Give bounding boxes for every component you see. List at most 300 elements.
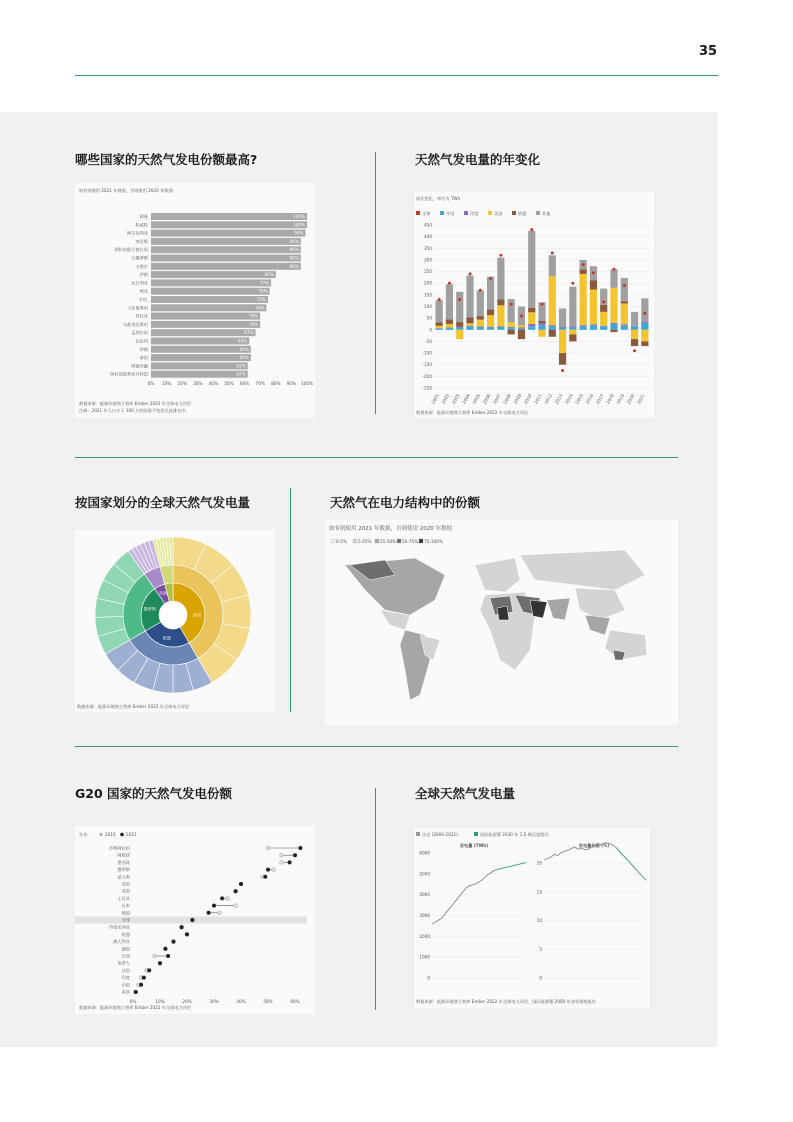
title-global-generation: 全球天然气发电量 bbox=[415, 786, 516, 801]
bar-segment bbox=[436, 322, 443, 325]
iea-line bbox=[498, 863, 526, 870]
row-country-label: 英国 bbox=[121, 888, 130, 894]
iea-share-line bbox=[615, 847, 646, 880]
title-by-country: 按国家划分的全球天然气发电量 bbox=[75, 495, 251, 510]
chart-source: 数据来源：能源环境独立智库 Ember 2022 年全球电力评论 bbox=[79, 1005, 192, 1010]
bar-segment bbox=[569, 330, 576, 335]
bar-segment bbox=[590, 324, 597, 325]
history-line bbox=[432, 869, 498, 924]
bar-country-label: 埃及 bbox=[139, 288, 148, 294]
legend-swatch bbox=[488, 211, 492, 215]
total-point bbox=[592, 271, 595, 274]
bar-segment bbox=[528, 324, 535, 326]
total-point bbox=[643, 312, 646, 315]
legend-swatch bbox=[397, 539, 401, 543]
bar-segment bbox=[518, 329, 525, 330]
bar-value-label: 76% bbox=[258, 288, 268, 294]
total-point bbox=[510, 303, 513, 306]
y-tick-label: 200 bbox=[424, 280, 432, 286]
chart-subtitle: 如有则使用 2021 年数据，否则使用 2020 年数据 bbox=[79, 188, 173, 193]
bar-segment bbox=[559, 308, 566, 327]
bar bbox=[151, 238, 301, 245]
bar-segment bbox=[580, 326, 587, 329]
legend-swatch bbox=[474, 832, 478, 836]
bar-country-label: 泰国 bbox=[139, 355, 148, 361]
bar-value-label: 64% bbox=[239, 346, 249, 352]
point-2021 bbox=[142, 976, 146, 980]
legend-label: 美国 bbox=[494, 211, 503, 216]
legend-swatch bbox=[536, 211, 540, 215]
legend-swatch bbox=[375, 539, 379, 543]
bar-segment bbox=[621, 325, 628, 330]
y-tick-label: 5000 bbox=[419, 871, 430, 877]
total-point bbox=[479, 289, 482, 292]
bar bbox=[151, 271, 276, 278]
bar-country-label: 卡塔尔 bbox=[135, 263, 148, 269]
bar-segment bbox=[446, 319, 453, 324]
point-2021 bbox=[185, 932, 189, 936]
bar-segment bbox=[621, 278, 628, 301]
point-2021 bbox=[298, 846, 302, 850]
point-2021 bbox=[180, 925, 184, 929]
bar-segment bbox=[610, 269, 617, 288]
point-2021 bbox=[166, 954, 170, 958]
legend-label: 50-75% bbox=[402, 539, 419, 544]
bar-value-label: 62% bbox=[236, 371, 246, 377]
legend-marker-2015 bbox=[99, 833, 103, 837]
bar-segment bbox=[621, 324, 628, 325]
bar-segment bbox=[549, 325, 556, 326]
share-bar-svg bbox=[75, 183, 315, 418]
bar-segment bbox=[508, 327, 515, 329]
x-tick-label: 60% bbox=[239, 381, 250, 386]
x-tick-label: 2005 bbox=[471, 393, 482, 405]
bar-segment bbox=[600, 326, 607, 329]
bar-value-label: 75% bbox=[256, 297, 266, 302]
bar-segment bbox=[456, 327, 463, 328]
y-tick-label: 50 bbox=[426, 315, 432, 321]
g20-dumbbell-chart bbox=[75, 826, 315, 1014]
x-tick-label: 10% bbox=[161, 381, 172, 386]
bar-segment bbox=[610, 324, 617, 330]
row-country-label: 阿根廷 bbox=[117, 852, 130, 858]
bar-country-label: 尼日利亚 bbox=[131, 280, 148, 286]
x-tick-label: 2007 bbox=[492, 393, 502, 405]
total-point bbox=[551, 251, 554, 254]
bar bbox=[151, 213, 307, 220]
x-tick-label: 40% bbox=[208, 381, 219, 386]
legend-label: 其他 bbox=[542, 211, 551, 216]
row-country-label: 南非 bbox=[121, 989, 130, 995]
bar-segment bbox=[641, 330, 648, 342]
total-point bbox=[448, 282, 451, 285]
legend-label: 中国 bbox=[446, 211, 455, 216]
bar-segment bbox=[477, 316, 484, 319]
legend-marker-2021 bbox=[120, 833, 124, 837]
x-tick-label: 60% bbox=[290, 999, 300, 1005]
sunburst-chart bbox=[75, 530, 275, 712]
bar-segment bbox=[466, 317, 473, 323]
y-tick-label: 6000 bbox=[419, 850, 430, 856]
point-2021 bbox=[139, 983, 143, 987]
y-tick-label: 250 bbox=[424, 269, 432, 275]
bar-value-label: 64% bbox=[239, 355, 249, 361]
row-country-label: 沙特阿拉伯 bbox=[109, 845, 130, 851]
x-tick-label: 20% bbox=[177, 381, 187, 386]
total-point bbox=[541, 303, 544, 306]
bar-segment bbox=[477, 290, 484, 316]
bar bbox=[151, 255, 301, 262]
point-2021 bbox=[158, 961, 162, 965]
map-country bbox=[547, 598, 570, 620]
bar-segment bbox=[508, 299, 515, 322]
total-point bbox=[623, 284, 626, 287]
bar-value-label: 67% bbox=[244, 330, 254, 336]
bar-segment bbox=[569, 327, 576, 329]
bar-country-label: 白俄罗斯 bbox=[131, 255, 148, 261]
map-country bbox=[475, 558, 520, 592]
bar-country-label: 阿曼 bbox=[139, 214, 148, 219]
bar-value-label: 96% bbox=[289, 263, 299, 269]
x-tick-label: 30% bbox=[209, 999, 219, 1005]
title-yearly-change: 天然气发电量的年变化 bbox=[415, 152, 541, 167]
bar-value-label: 96% bbox=[289, 247, 299, 253]
bar-segment bbox=[446, 328, 453, 330]
bar-segment bbox=[528, 312, 535, 324]
bar-segment bbox=[549, 255, 556, 276]
row-country-label: 日本 bbox=[121, 903, 130, 909]
bar-segment bbox=[487, 315, 494, 327]
y-tick-label: 0 bbox=[539, 975, 542, 981]
point-2021 bbox=[266, 868, 270, 872]
bar-value-label: 99% bbox=[294, 230, 304, 236]
yoy-bar-svg bbox=[414, 192, 654, 418]
bar bbox=[151, 371, 248, 378]
bar-segment bbox=[538, 325, 545, 330]
bar-segment bbox=[466, 326, 473, 329]
bar-segment bbox=[590, 290, 597, 325]
total-point bbox=[561, 369, 564, 372]
bar-segment bbox=[466, 276, 473, 318]
bar-value-label: 80% bbox=[264, 272, 274, 278]
bar-segment bbox=[487, 277, 494, 310]
bar-segment bbox=[549, 326, 556, 329]
bar-segment bbox=[497, 305, 504, 326]
bar-segment bbox=[497, 326, 504, 327]
row-country-label: 欧盟 bbox=[121, 931, 130, 937]
bar-country-label: 土库曼斯坦 bbox=[127, 305, 148, 311]
row-country-label: 中国 bbox=[121, 982, 130, 988]
bar-value-label: 100% bbox=[293, 214, 305, 219]
bar bbox=[151, 230, 305, 237]
bar-segment bbox=[621, 301, 628, 303]
bar-segment bbox=[580, 325, 587, 326]
total-point bbox=[438, 298, 441, 301]
x-tick-label: 2008 bbox=[502, 393, 513, 405]
point-2021 bbox=[220, 896, 224, 900]
bar bbox=[151, 362, 248, 369]
x-tick-label: 2016 bbox=[584, 393, 595, 405]
legend-label: 2021 bbox=[126, 832, 137, 837]
row-country-label: 土耳其 bbox=[117, 895, 130, 901]
legend-swatch bbox=[416, 832, 420, 836]
bar-value-label: 100% bbox=[293, 222, 305, 228]
row-country-label: 加拿大 bbox=[117, 960, 130, 966]
legend-label: 全球 bbox=[422, 211, 431, 216]
point-2021 bbox=[172, 940, 176, 944]
bar-segment bbox=[446, 284, 453, 319]
row-country-label: 印度 bbox=[121, 975, 130, 981]
map-country bbox=[575, 588, 625, 620]
x-tick-label: 100% bbox=[301, 381, 313, 386]
bar-segment bbox=[580, 269, 587, 274]
bar bbox=[151, 338, 249, 345]
y-tick-label: 350 bbox=[424, 245, 432, 251]
sunburst-label: 俄罗斯 bbox=[143, 606, 157, 612]
y-tick-label: -250 bbox=[422, 385, 432, 391]
bar-segment bbox=[610, 288, 617, 323]
bar bbox=[151, 354, 251, 361]
bar-segment bbox=[518, 330, 525, 339]
y-tick-label: 2000 bbox=[419, 933, 430, 939]
legend-label: 历史 (2000-2021) bbox=[422, 832, 458, 837]
bar-segment bbox=[610, 323, 617, 324]
bar-segment bbox=[538, 330, 545, 337]
bar-segment bbox=[580, 274, 587, 325]
bar bbox=[151, 346, 251, 353]
point-2021 bbox=[163, 947, 167, 951]
row-country-label: 墨西哥 bbox=[117, 859, 130, 865]
bar-segment bbox=[436, 300, 443, 322]
bar-segment bbox=[600, 305, 607, 312]
g20-svg bbox=[75, 826, 315, 1014]
bar-segment bbox=[559, 327, 566, 329]
legend-title: 年份 bbox=[79, 832, 88, 837]
bar-value-label: 96% bbox=[289, 255, 299, 261]
bar-segment bbox=[497, 300, 504, 306]
bar-segment bbox=[569, 287, 576, 327]
bar-segment bbox=[590, 325, 597, 330]
bar bbox=[151, 304, 266, 311]
point-2021 bbox=[134, 990, 138, 994]
bar bbox=[151, 288, 270, 295]
map-country bbox=[497, 606, 509, 620]
total-point bbox=[520, 314, 523, 317]
point-2021 bbox=[263, 875, 267, 879]
y-tick-label: -150 bbox=[422, 362, 432, 368]
point-2015 bbox=[280, 853, 284, 857]
global-gen-chart bbox=[414, 828, 650, 1008]
sunburst-label: 欧盟 bbox=[162, 635, 171, 641]
title-share-in-mix: 天然气在电力结构中的份额 bbox=[330, 495, 481, 510]
map-country bbox=[585, 615, 610, 635]
y-tick-label: -100 bbox=[422, 350, 432, 356]
point-2015 bbox=[217, 911, 221, 915]
x-tick-label: 50% bbox=[263, 999, 273, 1005]
bar-country-label: 伊朗 bbox=[139, 346, 148, 352]
bar bbox=[151, 321, 260, 328]
share-bar-chart bbox=[75, 183, 315, 418]
panel-title: 发电量份额 (%) bbox=[578, 843, 610, 848]
bar-segment bbox=[590, 280, 597, 289]
y-tick-label: 100 bbox=[424, 304, 432, 309]
y-tick-label: 300 bbox=[424, 257, 432, 263]
bar-segment bbox=[466, 326, 473, 327]
y-tick-label: 400 bbox=[424, 234, 432, 240]
chart-source: 数据来源：能源环境独立智库 Ember 2022 年全球电力评论 bbox=[416, 410, 529, 415]
bar-country-label: 孟加拉国 bbox=[131, 330, 148, 336]
bar-country-label: 科威特 bbox=[135, 222, 148, 228]
row-country-label: 巴西 bbox=[121, 953, 130, 959]
bar-segment bbox=[528, 308, 535, 313]
row-country-label: 印度尼西亚 bbox=[109, 924, 130, 930]
x-tick-label: 2003 bbox=[450, 393, 461, 405]
bar-segment bbox=[538, 323, 545, 325]
sunburst-label: 亚洲 bbox=[158, 590, 168, 596]
total-point bbox=[582, 263, 585, 266]
total-point bbox=[499, 254, 502, 257]
chart-source: 数据来源：能源环境独立智库 Ember 2022 年全球电力评论，国际能源署 2050 年净零排放报告 bbox=[416, 999, 596, 1004]
chart-subtitle: 同比变化，单位为 TWh bbox=[416, 196, 461, 201]
map-country bbox=[520, 550, 645, 590]
bar-segment bbox=[508, 330, 515, 335]
x-tick-label: 2017 bbox=[594, 393, 605, 405]
x-tick-label: 2012 bbox=[543, 393, 554, 405]
point-2015 bbox=[266, 846, 270, 850]
bar-segment bbox=[436, 329, 443, 330]
bar bbox=[151, 329, 256, 336]
x-tick-label: 2004 bbox=[461, 393, 471, 405]
bar-segment bbox=[641, 323, 648, 330]
page-number: 35 bbox=[699, 44, 718, 59]
bar-segment bbox=[610, 330, 617, 332]
legend-swatch bbox=[464, 211, 468, 215]
bar-country-label: 利比亚 bbox=[135, 313, 148, 319]
bar-country-label: 伊朗 bbox=[139, 272, 148, 278]
x-tick-label: 2019 bbox=[615, 393, 626, 405]
bar-country-label: 阿塞拜疆 bbox=[131, 363, 148, 369]
y-tick-label: 4000 bbox=[419, 892, 430, 898]
sunburst-center bbox=[159, 601, 187, 629]
title-g20-share: G20 国家的天然气发电份额 bbox=[75, 786, 233, 801]
panel-title: 发电量 (TWh) bbox=[459, 843, 489, 848]
bar-segment bbox=[477, 320, 484, 327]
y-tick-label: 10 bbox=[536, 918, 542, 923]
divider-vertical-mid bbox=[290, 488, 291, 712]
bar-segment bbox=[600, 312, 607, 326]
bar-segment bbox=[497, 258, 504, 300]
legend-swatch bbox=[512, 211, 516, 215]
legend-label: 欧盟 bbox=[518, 211, 527, 216]
y-tick-label: 150 bbox=[424, 292, 432, 298]
row-country-label: 意大利 bbox=[117, 874, 130, 880]
x-tick-label: 30% bbox=[193, 381, 203, 386]
x-tick-label: 2015 bbox=[574, 393, 585, 405]
row-country-label: 澳大利亚 bbox=[113, 939, 130, 945]
sunburst-svg bbox=[75, 530, 275, 712]
bar-segment bbox=[569, 326, 576, 327]
chart-subtitle: 如有则使用 2021 年数据，否则使用 2020 年数据 bbox=[329, 526, 452, 532]
bar-segment bbox=[559, 330, 566, 353]
bar-country-label: 约旦 bbox=[139, 297, 148, 302]
y-tick-label: 0 bbox=[429, 327, 432, 333]
header-rule bbox=[75, 75, 718, 76]
bar-segment bbox=[508, 322, 515, 327]
chart-source: 数据来源：能源环境独立智库 Ember 2022 年全球电力评论 bbox=[79, 401, 192, 406]
bar-segment bbox=[518, 327, 525, 328]
divider-vertical-bot bbox=[375, 788, 376, 1010]
x-tick-label: 2021 bbox=[636, 393, 646, 405]
x-tick-label: 10% bbox=[155, 999, 165, 1005]
x-tick-label: 2001 bbox=[430, 393, 441, 405]
point-2021 bbox=[207, 911, 211, 915]
x-tick-label: 40% bbox=[236, 999, 246, 1005]
bar-segment bbox=[549, 330, 556, 337]
chart-note: 注释：2021 年人口少于 100 万的国家不包括在此排名中。 bbox=[79, 408, 190, 413]
legend-label: 国际能源署 2030 年 1.5 摄氏度路径 bbox=[480, 832, 549, 837]
legend-label: 75-100% bbox=[424, 539, 443, 544]
point-2015 bbox=[271, 868, 275, 872]
x-tick-label: 90% bbox=[286, 381, 297, 386]
y-tick-label: 0 bbox=[427, 975, 430, 981]
sunburst-label: 美国 bbox=[192, 612, 202, 618]
bar-segment bbox=[538, 321, 545, 323]
x-tick-label: 80% bbox=[271, 381, 281, 386]
bar-segment bbox=[456, 327, 463, 329]
y-tick-label: 1000 bbox=[419, 954, 430, 960]
bar-country-label: 阿拉伯联合酋长国 bbox=[114, 247, 148, 253]
legend-swatch bbox=[419, 539, 423, 543]
total-point bbox=[613, 268, 616, 271]
x-tick-label: 2010 bbox=[522, 393, 533, 405]
bar-value-label: 70% bbox=[248, 313, 259, 319]
y-tick-label: 15 bbox=[536, 889, 542, 895]
point-2021 bbox=[212, 904, 216, 908]
bar-segment bbox=[559, 353, 566, 365]
bar-country-label: 乌兹别克斯坦 bbox=[122, 321, 148, 327]
bar-segment bbox=[497, 327, 504, 330]
total-point bbox=[530, 228, 533, 231]
point-2021 bbox=[147, 968, 151, 972]
point-2021 bbox=[234, 889, 238, 893]
bar-segment bbox=[631, 330, 638, 339]
bar bbox=[151, 221, 307, 228]
x-tick-label: 2002 bbox=[440, 393, 451, 405]
bar bbox=[151, 313, 260, 320]
divider-horizontal-2 bbox=[75, 746, 678, 747]
bar-country-label: 阿尔及利亚 bbox=[127, 230, 148, 236]
bar bbox=[151, 279, 271, 286]
bar-segment bbox=[487, 309, 494, 315]
bar-country-label: 突尼斯 bbox=[135, 238, 148, 244]
legend-label: 5-25% bbox=[358, 539, 372, 544]
bar-segment bbox=[528, 326, 535, 329]
point-2015 bbox=[280, 860, 284, 864]
bar bbox=[151, 296, 268, 303]
world-map-chart bbox=[325, 520, 678, 725]
y-tick-label: 450 bbox=[424, 222, 432, 228]
title-gas-share-highest: 哪些国家的天然气发电份额最高? bbox=[75, 152, 258, 167]
bar-segment bbox=[641, 298, 648, 321]
row-country-label: 全球 bbox=[121, 917, 130, 923]
bar-country-label: 阿拉伯叙利亚共和国 bbox=[110, 371, 148, 377]
y-tick-label: -200 bbox=[422, 373, 432, 379]
point-2021 bbox=[288, 860, 292, 864]
bar-segment bbox=[631, 339, 638, 346]
bar-segment bbox=[456, 292, 463, 322]
legend-label: 印度 bbox=[470, 211, 479, 216]
bar-segment bbox=[569, 334, 576, 341]
